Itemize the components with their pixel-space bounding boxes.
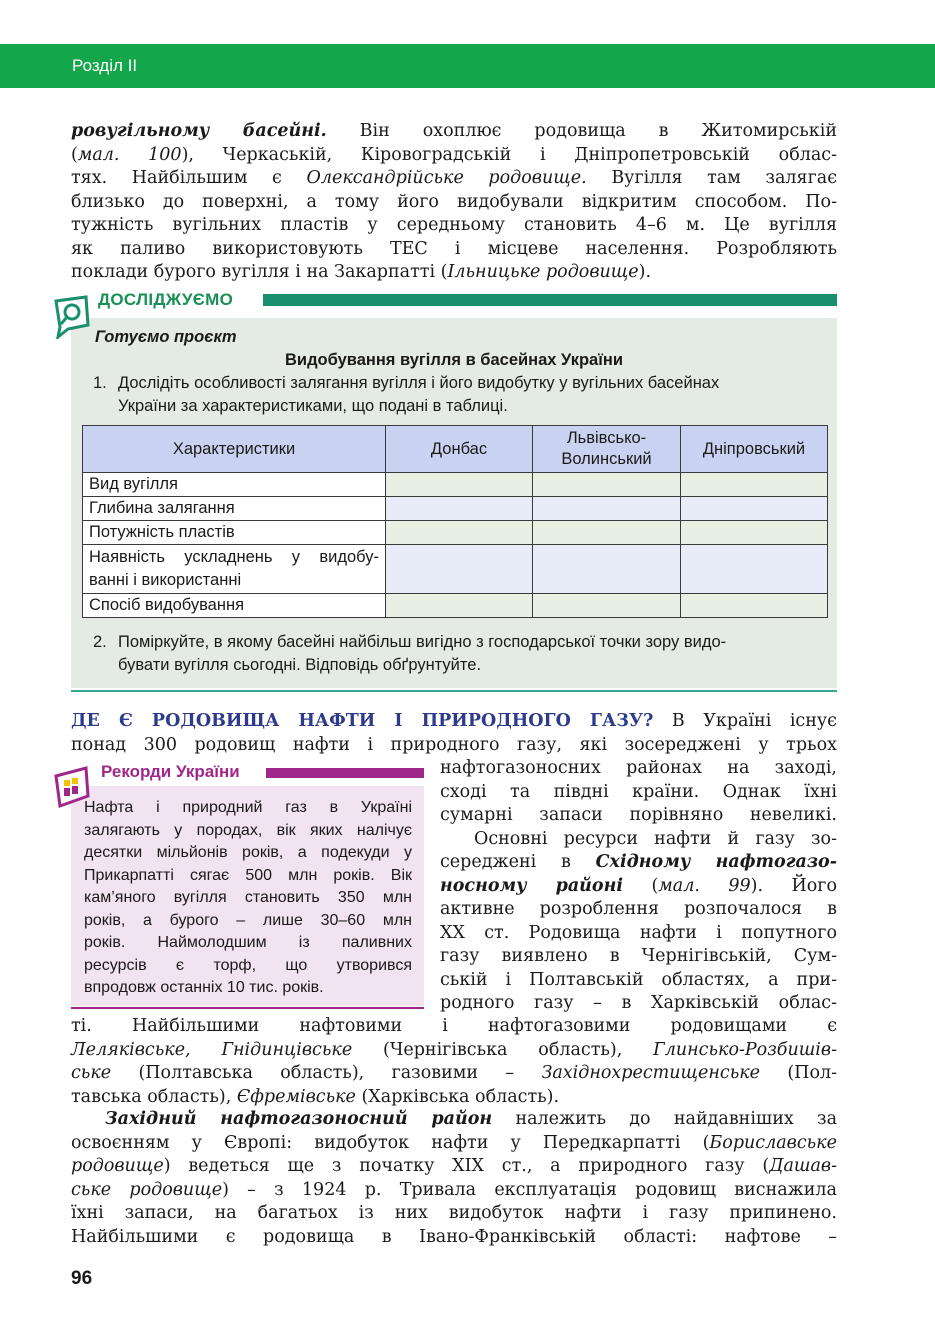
table-row [83, 594, 828, 618]
research-bar [263, 294, 837, 306]
research-subtitle: Готуємо проєкт [95, 328, 237, 346]
table-header: Донбас [386, 426, 533, 473]
page-number: 96 [71, 1268, 93, 1289]
records-text: Нафта і природний газ в Україні залягають у породах, вік яких налічує десятки мільйонів років, а подекуди у Прикарпатті сягає 500 млн років. Вік кам’яного вугілля становить 350 млн років, а бурого – лише 30–60 млн років. Наймолодшим із паливних ресурсів є торф, що утворився впродовж останніх 10 тис. років. [84, 799, 412, 996]
table-cell: Потужність пластів [83, 521, 386, 545]
records-bar [266, 768, 424, 778]
records-bottom-line [71, 1007, 424, 1009]
western-region-paragraph: Західний нафтогазоносний район належить до найдавніших за освоєнням у Європі: видобуток нафти у Передкарпатті (Бориславське родовище) ведеться ще з початку ХІХ ст., а природного газу (Дашав- ське родовище) – з 1924 р. Тривала експлуатація родовищ виснажила їхні запаси, на багатьох із них видобуток нафти і газу припинено. Найбільшими є родовища в Івано-Франківській області: нафтове – [71, 1109, 837, 1247]
table-cell: Спосіб видобування [83, 594, 386, 618]
section-heading: ДЕ Є РОДОВИЩА НАФТИ І ПРИРОДНОГО ГАЗУ? [71, 711, 654, 731]
oil-right-column: нафтогазоносних районах на заході, сході та півдні країни. Однак їхні сумарні запаси порівняно невеликі. Основні ресурси нафти й газу зо- середжені в Східному нафтогазо- носному районі (мал. 99). Його активне розроблення розпочалося в ХХ ст. Родовища нафти і попутного газу виявлено в Чернігівській, Сум- ській і Полтавській областях, а при- родного газу – в Харківській облас- [440, 758, 837, 1013]
table-header-row [83, 426, 828, 473]
intro-paragraph: ровугільному басейні. Він охоплює родовища в Житомирській (мал. 100), Черкаській, Кіровоградській і Дніпропетровській облас- тях. Найбільшим є Олександрійське родовище. Вугілля там залягає близько до поверхні, а тому його видобували відкритим способом. По- тужність вугільних пластів у середньому становить 4–6 м. Це вугілля як паливо використовують ТЕС і місцеве населення. Розробляють поклади бурого вугілля і на Закарпатті (Ільницьке родовище). [71, 121, 837, 282]
table-header: Характеристики [83, 426, 386, 473]
section-title: Розділ II [72, 56, 138, 75]
table-row [83, 497, 828, 521]
oil-heading-lines: ДЕ Є РОДОВИЩА НАФТИ І ПРИРОДНОГО ГАЗУ? В Україні існує понад 300 родовищ нафти і природного газу, які зосереджені у трьох [71, 711, 837, 755]
table-header: Дніпровський [681, 426, 828, 473]
table-cell: Вид вугілля [83, 473, 386, 497]
characteristics-table [82, 425, 828, 618]
oil-continuation: ті. Найбільшими нафтовими і нафтогазовими родовищами є Леляківське, Гнідинцівське (Чернігівська область), Глинсько-Розбишів- ське (Полтавська область), газовими – Західнохрестищенське (Пол- тавська область), Єфремівське (Харківська область). [71, 1016, 838, 1107]
section-header [0, 44, 935, 88]
magnifier-icon [52, 295, 92, 339]
records-label: Рекорди України [101, 762, 240, 781]
table-row [83, 473, 828, 497]
table-row [83, 521, 828, 545]
table-row [83, 545, 828, 594]
task-1: 1. Дослідіть особливості залягання вугілля і його видобутку у вугільних басейнах України за характеристиками, що подані в таблиці. [93, 374, 720, 415]
research-title: Видобування вугілля в басейнах України [285, 351, 623, 369]
table-header: Львівсько- Волинський [533, 426, 681, 473]
table-cell: Наявність ускладнень у видобу- ванні і використанні [83, 545, 386, 594]
task-2: 2. Поміркуйте, в якому басейні найбільш вигідно з господарської точки зору видо- бувати вугілля сьогодні. Відповідь обґрунтуйте. [93, 633, 727, 674]
table-cell: Глибина залягання [83, 497, 386, 521]
research-label: ДОСЛІДЖУЄМО [98, 290, 234, 309]
research-bottom-line [71, 690, 837, 692]
